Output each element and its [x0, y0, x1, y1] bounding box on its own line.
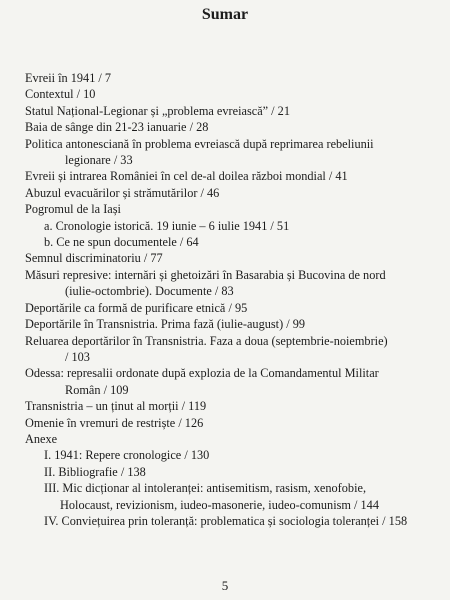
toc-entry-continuation: Român / 109	[65, 382, 129, 397]
toc-entry-text: Deportările ca formă de purificare etnică / 95	[25, 300, 248, 315]
toc-entry	[25, 136, 435, 169]
toc-entry-text: III. Mic dicționar al intoleranței: antisemitism, rasism, xenofobie,	[44, 481, 367, 496]
toc-entry-text: Pogromul de la Iași	[25, 202, 121, 217]
table-of-contents	[25, 70, 435, 529]
toc-entry-text: Evreii în 1941 / 7	[25, 71, 112, 85]
toc-entry-text: IV. Conviețuirea prin toleranță: problematica și sociologia toleranței / 158	[44, 513, 408, 528]
toc-entry	[25, 398, 435, 414]
toc-entry	[25, 185, 435, 201]
toc-entry-text: Abuzul evacuărilor și strămutărilor / 46	[25, 185, 220, 200]
toc-entry	[25, 480, 435, 513]
toc-entry-text: II. Bibliografie / 138	[44, 464, 146, 479]
toc-entry-continuation: (iulie-octombrie). Documente / 83	[65, 284, 234, 299]
toc-entry-text: Evreii și intrarea României în cel de-al doilea război mondial / 41	[25, 169, 348, 184]
toc-entry	[25, 431, 435, 447]
toc-entry-continuation: Holocaust, revizionism, iudeo-masonerie, iudeo-comunism / 144	[60, 497, 379, 512]
toc-entry-text: Odessa: represalii ordonate după explozia de la Comandamentul Militar	[25, 366, 379, 381]
toc-entry-text: Politica antonesciană în problema evreiască după reprimarea rebeliunii	[25, 136, 374, 151]
toc-entry-text: Statul Național-Legionar și „problema evreiască” / 21	[25, 103, 290, 118]
toc-entry	[25, 300, 435, 316]
toc-entry-text: Deportările în Transnistria. Prima fază (iulie-august) / 99	[25, 317, 306, 332]
toc-entry	[25, 365, 435, 398]
toc-entry	[25, 234, 435, 250]
toc-entry-text: I. 1941: Repere cronologice / 130	[44, 448, 210, 463]
toc-entry-text: Contextul / 10	[25, 87, 96, 102]
toc-entry-text: Anexe	[25, 431, 58, 446]
toc-entry-text: Omenie în vremuri de restriște / 126	[25, 415, 204, 430]
toc-entry	[25, 447, 435, 463]
toc-entry-text: Semnul discriminatoriu / 77	[25, 251, 163, 266]
page-title: Sumar	[201, 6, 249, 23]
toc-entry-text: Măsuri represive: internări și ghetoizări în Basarabia și Bucovina de nord	[25, 267, 386, 282]
toc-entry	[25, 86, 435, 102]
toc-entry	[25, 119, 435, 135]
toc-entry-text: a. Cronologie istorică. 19 iunie – 6 iulie 1941 / 51	[44, 218, 290, 233]
toc-entry	[25, 168, 435, 184]
toc-entry-text: b. Ce ne spun documentele / 64	[44, 235, 199, 250]
toc-entry	[25, 201, 435, 217]
page-number: 5	[221, 578, 229, 593]
toc-entry-continuation: legionare / 33	[65, 153, 133, 168]
toc-entry	[25, 103, 435, 119]
toc-entry	[25, 464, 435, 480]
toc-entry	[25, 415, 435, 431]
toc-entry-continuation: / 103	[65, 349, 90, 364]
toc-entry	[25, 267, 435, 300]
toc-entry	[25, 218, 435, 234]
toc-entry-text: Transnistria – un ținut al morții / 119	[25, 399, 207, 414]
toc-entry-text: Baia de sânge din 21-23 ianuarie / 28	[25, 120, 209, 135]
toc-entry	[25, 316, 435, 332]
toc-entry	[25, 333, 435, 366]
toc-entry-text: Reluarea deportărilor în Transnistria. Faza a doua (septembrie-noiembrie)	[25, 333, 388, 348]
toc-entry	[25, 250, 435, 266]
toc-entry	[25, 513, 435, 529]
toc-entry	[25, 70, 435, 86]
